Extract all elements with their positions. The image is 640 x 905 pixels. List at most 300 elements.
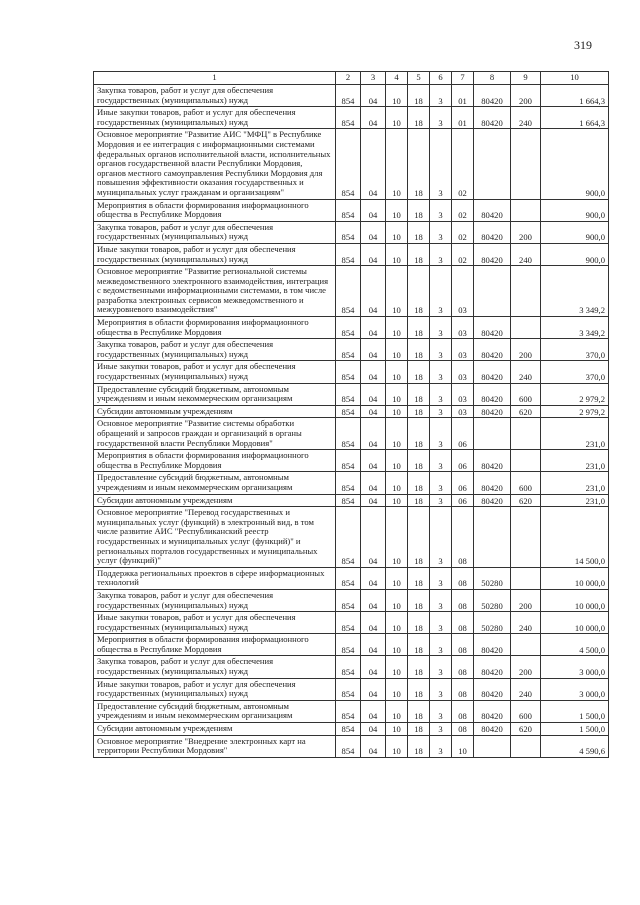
ministry-code: 854 (336, 199, 361, 221)
row-name: Иные закупки товаров, работ и услуг для обеспечения государственных (муниципальных) нужд (94, 243, 336, 265)
section-code: 04 (361, 85, 386, 107)
activity-code: 01 (452, 107, 474, 129)
activity-code: 02 (452, 129, 474, 199)
expense-type-code: 600 (511, 383, 541, 405)
ministry-code: 854 (336, 567, 361, 589)
row-amount: 370,0 (541, 339, 609, 361)
column-header: 5 (408, 72, 430, 85)
row-name: Основное мероприятие "Внедрение электронных карт на территории Республики Мордовия" (94, 735, 336, 757)
table-row (94, 85, 609, 107)
row-name: Иные закупки товаров, работ и услуг для обеспечения государственных (муниципальных) нужд (94, 361, 336, 383)
ministry-code: 854 (336, 383, 361, 405)
ministry-code: 854 (336, 634, 361, 656)
program-code: 18 (408, 339, 430, 361)
expense-type-code: 200 (511, 85, 541, 107)
ministry-code: 854 (336, 107, 361, 129)
program-code: 18 (408, 507, 430, 568)
program-code: 18 (408, 405, 430, 418)
subsection-code: 10 (386, 129, 408, 199)
subsection-code: 10 (386, 567, 408, 589)
activity-code: 06 (452, 418, 474, 450)
table-row (94, 221, 609, 243)
row-amount: 4 500,0 (541, 634, 609, 656)
program-code: 18 (408, 656, 430, 678)
subprogram-code: 3 (430, 107, 452, 129)
activity-code: 03 (452, 266, 474, 317)
row-amount: 231,0 (541, 494, 609, 507)
ministry-code: 854 (336, 678, 361, 700)
expense-type-code: 600 (511, 472, 541, 494)
subprogram-code: 3 (430, 634, 452, 656)
column-header: 6 (430, 72, 452, 85)
ministry-code: 854 (336, 361, 361, 383)
table-row (94, 612, 609, 634)
ministry-code: 854 (336, 266, 361, 317)
target-code: 80420 (474, 221, 511, 243)
section-code: 04 (361, 723, 386, 736)
target-code: 80420 (474, 634, 511, 656)
expense-type-code: 200 (511, 339, 541, 361)
expense-type-code (511, 567, 541, 589)
table-row (94, 405, 609, 418)
target-code: 80420 (474, 243, 511, 265)
row-amount: 3 000,0 (541, 678, 609, 700)
table-row (94, 418, 609, 450)
subprogram-code: 3 (430, 589, 452, 611)
program-code: 18 (408, 199, 430, 221)
table-row (94, 266, 609, 317)
target-code: 80420 (474, 678, 511, 700)
row-amount: 10 000,0 (541, 612, 609, 634)
subsection-code: 10 (386, 678, 408, 700)
table-row (94, 735, 609, 757)
table-row (94, 700, 609, 722)
subsection-code: 10 (386, 107, 408, 129)
activity-code: 10 (452, 735, 474, 757)
ministry-code: 854 (336, 507, 361, 568)
table-row (94, 494, 609, 507)
ministry-code: 854 (336, 129, 361, 199)
ministry-code: 854 (336, 723, 361, 736)
section-code: 04 (361, 383, 386, 405)
program-code: 18 (408, 634, 430, 656)
subprogram-code: 3 (430, 700, 452, 722)
section-code: 04 (361, 199, 386, 221)
activity-code: 08 (452, 567, 474, 589)
row-name: Мероприятия в области формирования информационного общества в Республике Мордовия (94, 199, 336, 221)
section-code: 04 (361, 494, 386, 507)
target-code: 80420 (474, 472, 511, 494)
target-code: 80420 (474, 405, 511, 418)
row-amount: 231,0 (541, 418, 609, 450)
table-row (94, 339, 609, 361)
subprogram-code: 3 (430, 361, 452, 383)
ministry-code: 854 (336, 494, 361, 507)
subsection-code: 10 (386, 361, 408, 383)
program-code: 18 (408, 243, 430, 265)
program-code: 18 (408, 589, 430, 611)
subprogram-code: 3 (430, 221, 452, 243)
activity-code: 03 (452, 317, 474, 339)
ministry-code: 854 (336, 589, 361, 611)
program-code: 18 (408, 494, 430, 507)
expense-type-code (511, 129, 541, 199)
subprogram-code: 3 (430, 339, 452, 361)
row-name: Субсидии автономным учреждениям (94, 723, 336, 736)
target-code (474, 266, 511, 317)
program-code: 18 (408, 678, 430, 700)
activity-code: 06 (452, 472, 474, 494)
subprogram-code: 3 (430, 656, 452, 678)
row-amount: 3 000,0 (541, 656, 609, 678)
target-code: 80420 (474, 85, 511, 107)
activity-code: 08 (452, 634, 474, 656)
subsection-code: 10 (386, 612, 408, 634)
section-code: 04 (361, 361, 386, 383)
subsection-code: 10 (386, 634, 408, 656)
expense-type-code (511, 735, 541, 757)
column-header: 2 (336, 72, 361, 85)
expense-type-code: 620 (511, 405, 541, 418)
activity-code: 03 (452, 339, 474, 361)
table-row (94, 129, 609, 199)
program-code: 18 (408, 612, 430, 634)
row-amount: 4 590,6 (541, 735, 609, 757)
subprogram-code: 3 (430, 450, 452, 472)
row-name: Закупка товаров, работ и услуг для обеспечения государственных (муниципальных) нужд (94, 221, 336, 243)
page-number: 319 (574, 38, 592, 52)
target-code: 80420 (474, 723, 511, 736)
program-code: 18 (408, 129, 430, 199)
subsection-code: 10 (386, 266, 408, 317)
table-row (94, 199, 609, 221)
expense-type-code: 240 (511, 361, 541, 383)
table-row (94, 656, 609, 678)
expense-type-code: 240 (511, 107, 541, 129)
table-row (94, 107, 609, 129)
row-name: Предоставление субсидий бюджетным, автономным учреждениям и иным некоммерческим организациям (94, 472, 336, 494)
row-amount: 3 349,2 (541, 317, 609, 339)
expense-type-code: 600 (511, 700, 541, 722)
table-row (94, 567, 609, 589)
row-amount: 14 500,0 (541, 507, 609, 568)
row-amount: 1 500,0 (541, 723, 609, 736)
section-code: 04 (361, 507, 386, 568)
row-amount: 3 349,2 (541, 266, 609, 317)
section-code: 04 (361, 129, 386, 199)
table-body (94, 85, 609, 758)
subprogram-code: 3 (430, 383, 452, 405)
table-row (94, 383, 609, 405)
subsection-code: 10 (386, 472, 408, 494)
row-name: Иные закупки товаров, работ и услуг для обеспечения государственных (муниципальных) нужд (94, 612, 336, 634)
expense-type-code (511, 266, 541, 317)
activity-code: 08 (452, 700, 474, 722)
column-header: 7 (452, 72, 474, 85)
target-code (474, 735, 511, 757)
expense-type-code: 240 (511, 243, 541, 265)
column-header: 8 (474, 72, 511, 85)
row-name: Иные закупки товаров, работ и услуг для обеспечения государственных (муниципальных) нужд (94, 678, 336, 700)
budget-table (93, 71, 609, 758)
table-row (94, 507, 609, 568)
table-row (94, 317, 609, 339)
subprogram-code: 3 (430, 418, 452, 450)
subsection-code: 10 (386, 656, 408, 678)
ministry-code: 854 (336, 700, 361, 722)
activity-code: 08 (452, 656, 474, 678)
target-code (474, 507, 511, 568)
target-code: 50280 (474, 589, 511, 611)
expense-type-code (511, 634, 541, 656)
section-code: 04 (361, 612, 386, 634)
row-amount: 1 664,3 (541, 85, 609, 107)
column-header: 10 (541, 72, 609, 85)
table-row (94, 472, 609, 494)
section-code: 04 (361, 678, 386, 700)
target-code: 80420 (474, 317, 511, 339)
subsection-code: 10 (386, 317, 408, 339)
activity-code: 03 (452, 361, 474, 383)
activity-code: 08 (452, 612, 474, 634)
program-code: 18 (408, 317, 430, 339)
target-code: 80420 (474, 199, 511, 221)
table-row (94, 361, 609, 383)
subsection-code: 10 (386, 494, 408, 507)
subsection-code: 10 (386, 418, 408, 450)
subprogram-code: 3 (430, 723, 452, 736)
ministry-code: 854 (336, 85, 361, 107)
column-header: 9 (511, 72, 541, 85)
subsection-code: 10 (386, 507, 408, 568)
expense-type-code: 620 (511, 494, 541, 507)
ministry-code: 854 (336, 735, 361, 757)
ministry-code: 854 (336, 339, 361, 361)
target-code: 80420 (474, 383, 511, 405)
target-code (474, 418, 511, 450)
activity-code: 03 (452, 383, 474, 405)
program-code: 18 (408, 107, 430, 129)
row-name: Основное мероприятие "Развитие системы обработки обращений и запросов граждан и организаций в органы государственной власти Республики Мордовия" (94, 418, 336, 450)
row-name: Мероприятия в области формирования информационного общества в Республике Мордовия (94, 450, 336, 472)
program-code: 18 (408, 567, 430, 589)
activity-code: 02 (452, 199, 474, 221)
expense-type-code (511, 507, 541, 568)
subsection-code: 10 (386, 199, 408, 221)
program-code: 18 (408, 383, 430, 405)
program-code: 18 (408, 472, 430, 494)
ministry-code: 854 (336, 612, 361, 634)
ministry-code: 854 (336, 472, 361, 494)
program-code: 18 (408, 418, 430, 450)
ministry-code: 854 (336, 450, 361, 472)
target-code: 80420 (474, 700, 511, 722)
subprogram-code: 3 (430, 472, 452, 494)
expense-type-code: 200 (511, 221, 541, 243)
row-amount: 900,0 (541, 129, 609, 199)
section-code: 04 (361, 450, 386, 472)
expense-type-code: 240 (511, 612, 541, 634)
expense-type-code: 620 (511, 723, 541, 736)
subprogram-code: 3 (430, 567, 452, 589)
program-code: 18 (408, 361, 430, 383)
program-code: 18 (408, 735, 430, 757)
row-name: Закупка товаров, работ и услуг для обеспечения государственных (муниципальных) нужд (94, 85, 336, 107)
target-code: 80420 (474, 107, 511, 129)
section-code: 04 (361, 405, 386, 418)
target-code: 80420 (474, 656, 511, 678)
row-amount: 370,0 (541, 361, 609, 383)
row-amount: 900,0 (541, 221, 609, 243)
activity-code: 08 (452, 507, 474, 568)
subprogram-code: 3 (430, 735, 452, 757)
row-name: Закупка товаров, работ и услуг для обеспечения государственных (муниципальных) нужд (94, 656, 336, 678)
target-code: 80420 (474, 450, 511, 472)
target-code: 50280 (474, 567, 511, 589)
subprogram-code: 3 (430, 266, 452, 317)
subsection-code: 10 (386, 383, 408, 405)
expense-type-code (511, 199, 541, 221)
expense-type-code (511, 317, 541, 339)
row-amount: 231,0 (541, 450, 609, 472)
activity-code: 06 (452, 494, 474, 507)
row-name: Закупка товаров, работ и услуг для обеспечения государственных (муниципальных) нужд (94, 589, 336, 611)
row-name: Иные закупки товаров, работ и услуг для обеспечения государственных (муниципальных) нужд (94, 107, 336, 129)
subsection-code: 10 (386, 405, 408, 418)
section-code: 04 (361, 107, 386, 129)
section-code: 04 (361, 567, 386, 589)
activity-code: 08 (452, 678, 474, 700)
row-amount: 2 979,2 (541, 405, 609, 418)
subsection-code: 10 (386, 589, 408, 611)
subprogram-code: 3 (430, 85, 452, 107)
subsection-code: 10 (386, 243, 408, 265)
subprogram-code: 3 (430, 405, 452, 418)
program-code: 18 (408, 221, 430, 243)
expense-type-code: 200 (511, 589, 541, 611)
section-code: 04 (361, 221, 386, 243)
section-code: 04 (361, 472, 386, 494)
row-name: Предоставление субсидий бюджетным, автономным учреждениям и иным некоммерческим организациям (94, 383, 336, 405)
row-name: Основное мероприятие "Развитие региональной системы межведомственного электронного взаимодействия, интеграция с ведомственными информационными системами, в том числе разработка электронных сервисов межведомственного и межуровневого взаимодействия" (94, 266, 336, 317)
row-name: Основное мероприятие "Развитие АИС "МФЦ" в Республике Мордовия и ее интеграция с информационными системами федеральных органов исполнительной власти, исполнительных органов государственной власти Республики Мордовия, органов местного самоуправления Республики Мордовия для повышения эффективности оказания государственных и муниципальных услуг гражданам и организациям" (94, 129, 336, 199)
row-name: Субсидии автономным учреждениям (94, 494, 336, 507)
row-amount: 1 500,0 (541, 700, 609, 722)
activity-code: 01 (452, 85, 474, 107)
subsection-code: 10 (386, 85, 408, 107)
subprogram-code: 3 (430, 243, 452, 265)
table-row (94, 243, 609, 265)
section-code: 04 (361, 339, 386, 361)
target-code: 80420 (474, 494, 511, 507)
row-amount: 10 000,0 (541, 567, 609, 589)
program-code: 18 (408, 85, 430, 107)
activity-code: 06 (452, 450, 474, 472)
section-code: 04 (361, 243, 386, 265)
subprogram-code: 3 (430, 612, 452, 634)
row-name: Поддержка региональных проектов в сфере информационных технологий (94, 567, 336, 589)
subsection-code: 10 (386, 735, 408, 757)
target-code: 50280 (474, 612, 511, 634)
activity-code: 02 (452, 243, 474, 265)
program-code: 18 (408, 723, 430, 736)
ministry-code: 854 (336, 221, 361, 243)
column-header: 3 (361, 72, 386, 85)
subprogram-code: 3 (430, 199, 452, 221)
ministry-code: 854 (336, 317, 361, 339)
row-amount: 231,0 (541, 472, 609, 494)
table-row (94, 450, 609, 472)
ministry-code: 854 (336, 418, 361, 450)
subsection-code: 10 (386, 450, 408, 472)
row-amount: 1 664,3 (541, 107, 609, 129)
program-code: 18 (408, 450, 430, 472)
row-amount: 900,0 (541, 243, 609, 265)
row-amount: 900,0 (541, 199, 609, 221)
section-code: 04 (361, 317, 386, 339)
expense-type-code: 200 (511, 656, 541, 678)
table-row (94, 723, 609, 736)
ministry-code: 854 (336, 405, 361, 418)
table-row (94, 678, 609, 700)
subsection-code: 10 (386, 339, 408, 361)
target-code (474, 129, 511, 199)
row-amount: 10 000,0 (541, 589, 609, 611)
section-code: 04 (361, 656, 386, 678)
subprogram-code: 3 (430, 494, 452, 507)
ministry-code: 854 (336, 656, 361, 678)
row-name: Предоставление субсидий бюджетным, автономным учреждениям и иным некоммерческим организациям (94, 700, 336, 722)
activity-code: 08 (452, 589, 474, 611)
subprogram-code: 3 (430, 678, 452, 700)
section-code: 04 (361, 266, 386, 317)
section-code: 04 (361, 418, 386, 450)
column-header: 4 (386, 72, 408, 85)
row-name: Мероприятия в области формирования информационного общества в Республике Мордовия (94, 634, 336, 656)
subprogram-code: 3 (430, 317, 452, 339)
column-header: 1 (94, 72, 336, 85)
table-header-row (94, 72, 609, 85)
section-code: 04 (361, 735, 386, 757)
target-code: 80420 (474, 361, 511, 383)
activity-code: 02 (452, 221, 474, 243)
subprogram-code: 3 (430, 507, 452, 568)
row-name: Основное мероприятие "Перевод государственных и муниципальных услуг (функций) в электронный вид, в том числе развитие АИС "Республиканский реестр государственных и муниципальных услуг (функций)" и региональных порталов государственных и муниципальных услуг (функций)" (94, 507, 336, 568)
activity-code: 08 (452, 723, 474, 736)
activity-code: 03 (452, 405, 474, 418)
subsection-code: 10 (386, 221, 408, 243)
row-name: Субсидии автономным учреждениям (94, 405, 336, 418)
expense-type-code (511, 418, 541, 450)
section-code: 04 (361, 589, 386, 611)
subsection-code: 10 (386, 700, 408, 722)
expense-type-code: 240 (511, 678, 541, 700)
target-code: 80420 (474, 339, 511, 361)
program-code: 18 (408, 266, 430, 317)
subsection-code: 10 (386, 723, 408, 736)
expense-type-code (511, 450, 541, 472)
table-row (94, 634, 609, 656)
row-name: Закупка товаров, работ и услуг для обеспечения государственных (муниципальных) нужд (94, 339, 336, 361)
row-amount: 2 979,2 (541, 383, 609, 405)
ministry-code: 854 (336, 243, 361, 265)
table-row (94, 589, 609, 611)
row-name: Мероприятия в области формирования информационного общества в Республике Мордовия (94, 317, 336, 339)
program-code: 18 (408, 700, 430, 722)
section-code: 04 (361, 700, 386, 722)
subprogram-code: 3 (430, 129, 452, 199)
section-code: 04 (361, 634, 386, 656)
